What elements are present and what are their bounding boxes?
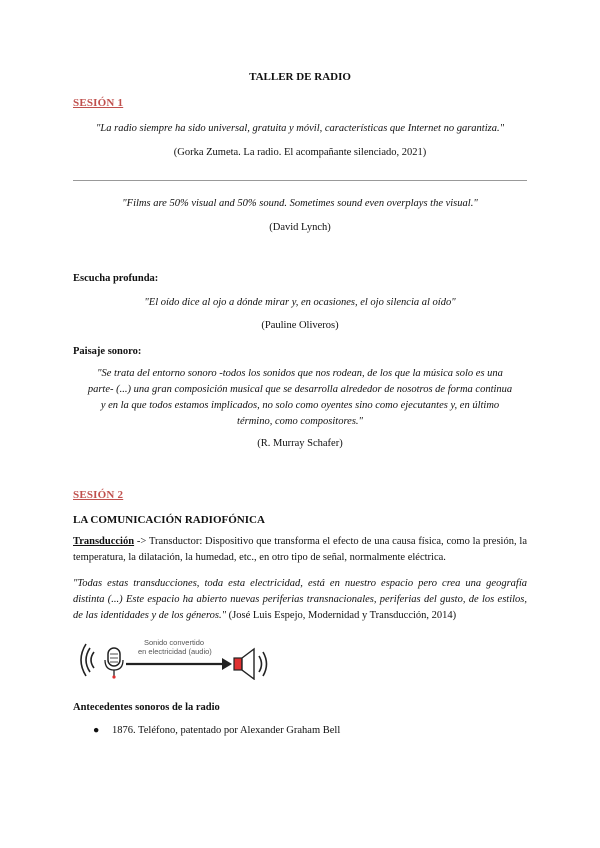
- espejo-paragraph: [73, 576, 527, 624]
- radio-communication-heading: LA COMUNICACIÓN RADIOFÓNICA: [73, 514, 265, 526]
- transduction-definition: -> Transductor: Dispositivo que transforma el efecto de una causa física, como la presión, la temperatura, la dilatación, la humedad, etc., en otro tipo de señal, normalmente eléctrica.: [73, 536, 527, 563]
- quote-schafer-line: término, como compositores.": [237, 416, 363, 427]
- author-oliveros: (Pauline Oliveros): [261, 320, 339, 331]
- session-2-heading: SESIÓN 2: [73, 489, 124, 501]
- quote-espejo: "Todas estas transducciones, toda esta electricidad, está en nuestro espacio pero crea una geografía distinta (...) Este espacio ha abierto nuevas periferias transnacionales, periferias del gusto, de los estilos, de las identidades y de los géneros.": [73, 578, 527, 621]
- transduction-diagram-graphic: [80, 632, 280, 680]
- quote-schafer-line: "Se trata del entorno sonoro -todos los sonidos que nos rodean, de los que la música solo es una: [97, 368, 503, 379]
- transduction-paragraph: [73, 534, 527, 566]
- diagram-label-line-2: en electricidad (audio): [138, 647, 212, 656]
- quote-zumeta: "La radio siempre ha sido universal, gratuita y móvil, características que Internet no garantiza.": [96, 123, 504, 134]
- quote-lynch: "Films are 50% visual and 50% sound. Sometimes sound even overplays the visual.": [122, 198, 478, 209]
- sound-waves-left-icon: [81, 644, 94, 676]
- deep-listening-label: Escucha profunda:: [73, 273, 159, 284]
- author-schafer: (R. Murray Schafer): [257, 438, 343, 449]
- microphone-icon: [105, 648, 123, 679]
- author-zumeta: (Gorka Zumeta. La radio. El acompañante silenciado, 2021): [173, 147, 427, 158]
- quote-oliveros: "El oído dice al ojo a dónde mirar y, en ocasiones, el ojo silencia al oído": [144, 297, 456, 308]
- transduction-term: Transducción: [73, 536, 135, 547]
- quote-schafer-line: parte- (...) una gran composición musical que se desarrolla alrededor de nosotros de forma continua: [87, 384, 513, 395]
- session-1-heading: SESIÓN 1: [73, 97, 124, 109]
- transduction-diagram: [80, 632, 280, 680]
- bullet-icon: ●: [93, 725, 100, 736]
- quote-schafer-line: y en la que todos estamos implicados, no solo como oyentes sino como ejecutantes y, en último: [100, 400, 500, 411]
- radio-background-label: Antecedentes sonoros de la radio: [73, 702, 220, 713]
- speaker-icon: [234, 649, 254, 679]
- signal-arrow-icon: [126, 658, 232, 670]
- author-lynch: (David Lynch): [269, 222, 331, 233]
- sound-waves-right-icon: [259, 652, 267, 676]
- soundscape-label: Paisaje sonoro:: [73, 346, 142, 357]
- author-espejo: (José Luis Espejo, Modernidad y Transducción, 2014): [226, 610, 457, 621]
- page-title: TALLER DE RADIO: [249, 71, 351, 83]
- quote-schafer: [73, 366, 527, 430]
- horizontal-divider: [73, 180, 527, 181]
- bullet-item-telephone: 1876. Teléfono, patentado por Alexander Graham Bell: [112, 725, 341, 736]
- diagram-label-line-1: Sonido convertido: [144, 638, 205, 647]
